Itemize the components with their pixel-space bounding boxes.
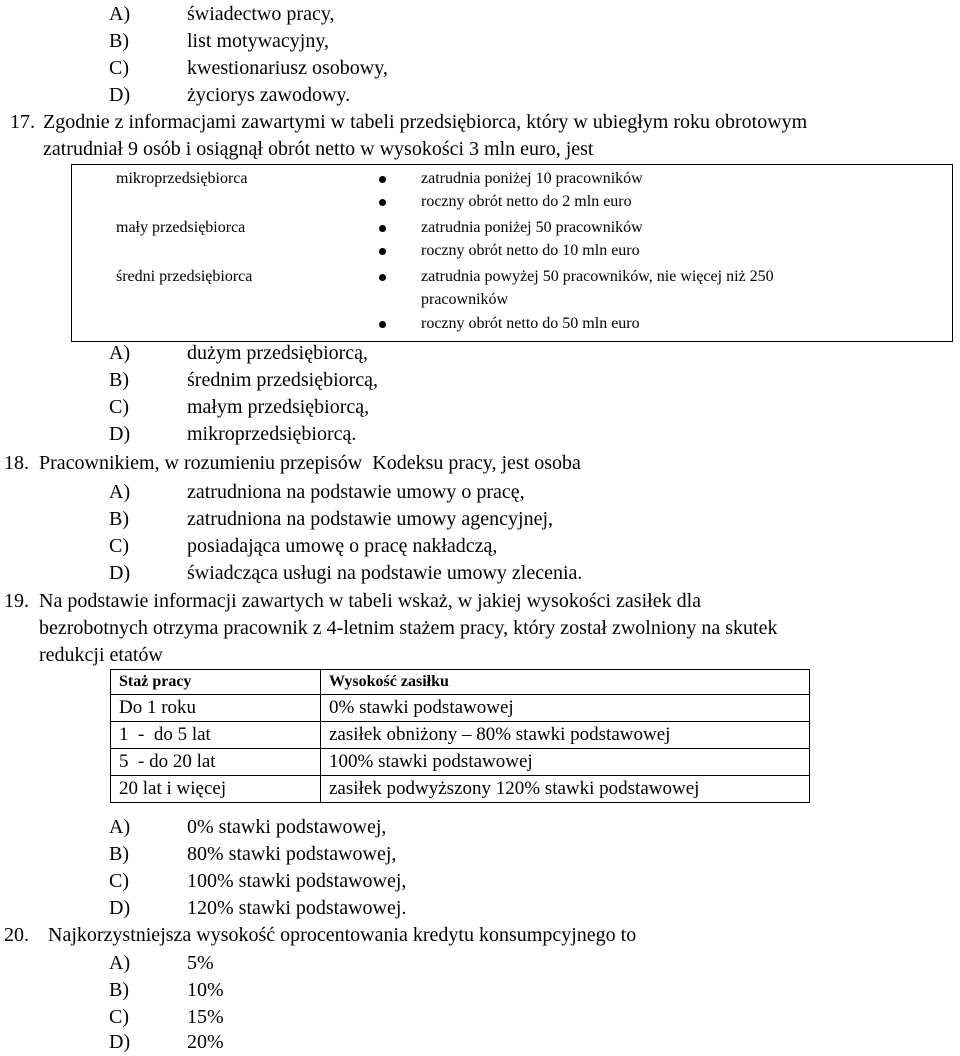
table-criterion: pracowników <box>421 291 509 308</box>
option-letter: A) <box>109 816 131 838</box>
table-cell: zasiłek podwyższony 120% stawki podstawowej <box>321 776 810 803</box>
table-criterion: roczny obrót netto do 50 mln euro <box>421 315 640 332</box>
bullet-icon <box>379 199 386 206</box>
table-cell: 0% stawki podstawowej <box>321 695 810 722</box>
option-letter: D) <box>109 423 131 445</box>
option-letter: B) <box>109 979 129 1001</box>
table-entity-small: mały przedsiębiorca <box>116 219 246 236</box>
option-letter: B) <box>109 369 129 391</box>
option-letter: C) <box>109 57 129 79</box>
option-letter: A) <box>109 342 131 364</box>
table-cell: 20 lat i więcej <box>111 776 321 803</box>
option-text: 120% stawki podstawowej. <box>187 897 407 919</box>
option-letter: C) <box>109 535 129 557</box>
bullet-icon <box>379 274 386 281</box>
option-text: 5% <box>187 952 214 974</box>
option-letter: C) <box>109 396 129 418</box>
q17-text-line2: zatrudniał 9 osób i osiągnął obrót netto w wysokości 3 mln euro, jest <box>43 138 594 160</box>
option-text: życiorys zawodowy. <box>187 84 351 106</box>
table-row <box>111 722 810 749</box>
q18-number: 18. <box>4 452 29 474</box>
table-criterion: roczny obrót netto do 2 mln euro <box>421 193 632 210</box>
option-letter: A) <box>109 481 131 503</box>
q17-text-line1: Zgodnie z informacjami zawartymi w tabeli przedsiębiorca, który w ubiegłym roku obrotowym <box>43 111 808 133</box>
option-text: mikroprzedsiębiorcą. <box>187 423 357 445</box>
table-criterion: zatrudnia poniżej 10 pracowników <box>421 170 643 187</box>
q19-text-line3: redukcji etatów <box>39 644 163 666</box>
option-letter: A) <box>109 3 131 25</box>
option-letter: A) <box>109 952 131 974</box>
option-text: świadcząca usługi na podstawie umowy zlecenia. <box>187 562 583 584</box>
q20-text: Najkorzystniejsza wysokość oprocentowania kredytu konsumpcyjnego to <box>48 924 637 946</box>
option-text: małym przedsiębiorcą, <box>187 396 370 418</box>
option-letter: B) <box>109 508 129 530</box>
option-text: 10% <box>187 979 224 1001</box>
table-cell: Do 1 roku <box>111 695 321 722</box>
table-header: Wysokość zasiłku <box>321 670 810 695</box>
option-text: dużym przedsiębiorcą, <box>187 342 369 364</box>
option-letter: D) <box>109 562 131 584</box>
option-text: posiadająca umowę o pracę nakładczą, <box>187 535 498 557</box>
option-text: 0% stawki podstawowej, <box>187 816 387 838</box>
table-header: Staż pracy <box>111 670 321 695</box>
table-row <box>111 695 810 722</box>
q19-number: 19. <box>4 590 29 612</box>
q20-number: 20. <box>4 924 29 946</box>
bullet-icon <box>379 248 386 255</box>
table-entity-micro: mikroprzedsiębiorca <box>116 170 248 187</box>
option-letter: D) <box>109 1031 131 1053</box>
option-text: średnim przedsiębiorcą, <box>187 369 379 391</box>
table-cell: 100% stawki podstawowej <box>321 749 810 776</box>
table-criterion: roczny obrót netto do 10 mln euro <box>421 242 640 259</box>
option-text: kwestionariusz osobowy, <box>187 57 388 79</box>
q19-text-line2: bezrobotnych otrzyma pracownik z 4-letnim stażem pracy, który został zwolniony na skutek <box>39 617 778 639</box>
option-letter: C) <box>109 1006 129 1028</box>
option-text: 100% stawki podstawowej, <box>187 870 407 892</box>
q18-text: Pracownikiem, w rozumieniu przepisów Kodeksu pracy, jest osoba <box>39 452 581 474</box>
table-header-row <box>111 670 810 695</box>
table-criterion: zatrudnia powyżej 50 pracowników, nie więcej niż 250 <box>421 268 774 285</box>
enterprise-size-table <box>71 164 953 342</box>
benefit-table <box>110 669 810 803</box>
bullet-icon <box>379 225 386 232</box>
table-cell: 1 - do 5 lat <box>111 722 321 749</box>
option-text: świadectwo pracy, <box>187 3 335 25</box>
option-letter: D) <box>109 897 131 919</box>
option-text: 20% <box>187 1031 224 1053</box>
option-text: 15% <box>187 1006 224 1028</box>
option-text: list motywacyjny, <box>187 30 330 52</box>
q17-number: 17. <box>10 111 35 133</box>
option-text: zatrudniona na podstawie umowy agencyjnej, <box>187 508 553 530</box>
option-letter: B) <box>109 30 129 52</box>
option-letter: C) <box>109 870 129 892</box>
bullet-icon <box>379 176 386 183</box>
option-letter: D) <box>109 84 131 106</box>
option-letter: B) <box>109 843 129 865</box>
table-cell: 5 - do 20 lat <box>111 749 321 776</box>
table-row <box>111 776 810 803</box>
table-entity-medium: średni przedsiębiorca <box>116 268 253 285</box>
option-text: zatrudniona na podstawie umowy o pracę, <box>187 481 525 503</box>
option-text: 80% stawki podstawowej, <box>187 843 397 865</box>
table-row <box>111 749 810 776</box>
bullet-icon <box>379 321 386 328</box>
table-criterion: zatrudnia poniżej 50 pracowników <box>421 219 643 236</box>
table-cell: zasiłek obniżony – 80% stawki podstawowej <box>321 722 810 749</box>
q19-text-line1: Na podstawie informacji zawartych w tabeli wskaż, w jakiej wysokości zasiłek dla <box>39 590 702 612</box>
